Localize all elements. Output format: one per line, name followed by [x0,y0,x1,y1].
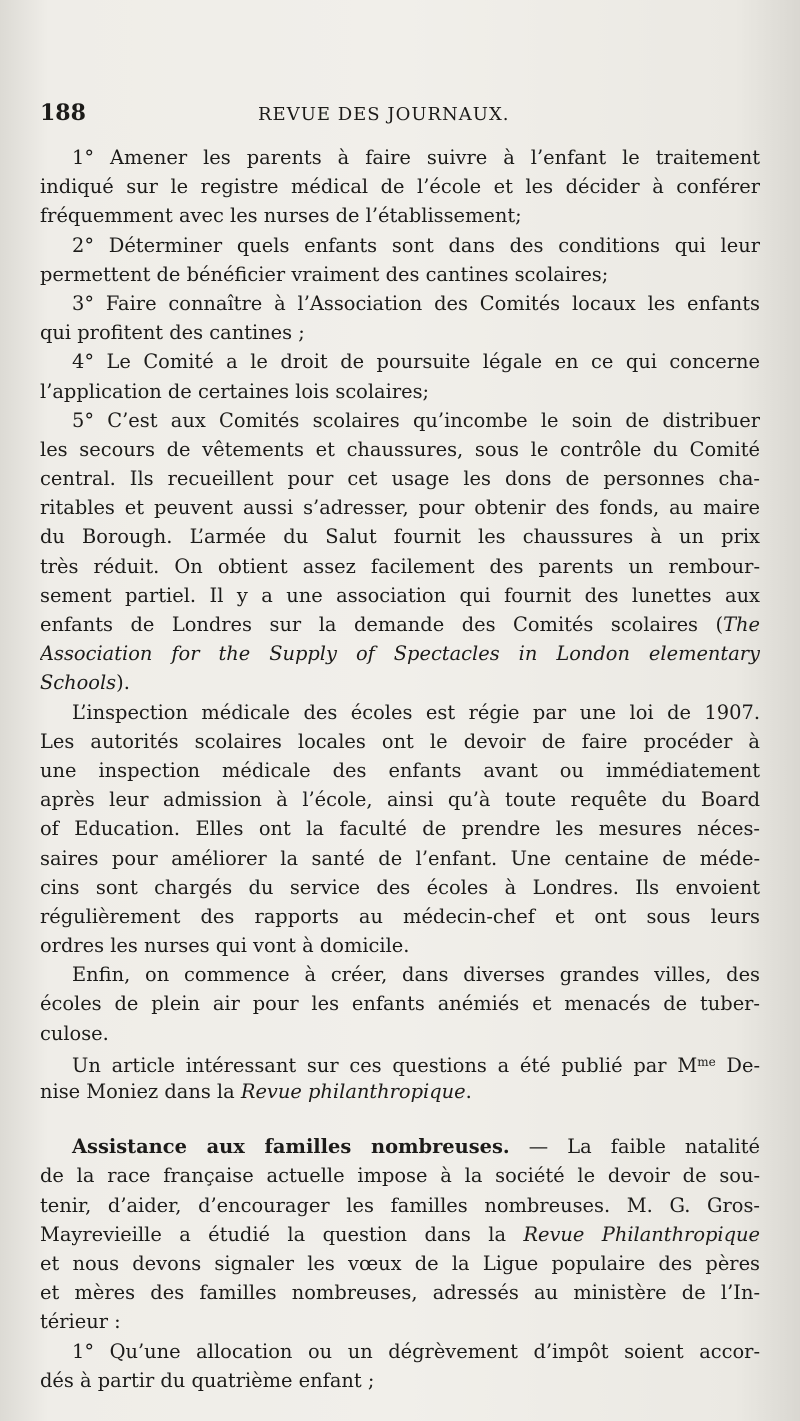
text-line: dés à partir du quatrième enfant ; [40,1368,375,1392]
text-line: 4° Le Comité a le droit de poursuite légale en ce qui concerne [72,350,760,374]
text-line: qui profitent des cantines ; [40,321,305,345]
section-gap [40,1106,760,1132]
superscript: me [697,1054,716,1069]
text-line: ritables et peuvent aussi s’adresser, pour obtenir des fonds, au maire [40,496,760,520]
italic-span: Revue Philanthropique [523,1222,760,1246]
text-line [40,610,760,639]
italic-span: Revue philanthropique [240,1080,466,1103]
text-line: 1° Amener les parents à faire suivre à l’enfant le traitement [72,146,760,169]
body-text [40,143,760,1395]
italic-span: The [723,613,760,636]
text-span: . [465,1080,472,1103]
text-line [40,639,760,668]
text-line: central. Ils recueillent pour cet usage les dons de personnes cha- [40,467,760,491]
text-line: sement partiel. Il y a une association qui fournit des lunettes aux [40,583,760,607]
text-span: De- [715,1053,760,1077]
text-span: ). [116,671,130,695]
text-line: du Borough. L’armée du Salut fournit les chaussures à un prix [40,525,760,549]
text-line: après leur admission à l’école, ainsi qu’à toute requête du Board [40,788,760,812]
text-line: tenir, d’aider, d’encourager les familles nombreuses. M. G. Gros- [40,1193,760,1217]
text-line: et nous devons signaler les vœux de la Ligue populaire des pères [40,1251,760,1275]
text-line: térieur : [40,1310,121,1334]
text-span: enfants de Londres sur la demande des Comités scolaires ( [40,613,724,636]
italic-span: Schools [40,671,117,695]
text-line: permettent de bénéficier vraiment des cantines scolaires; [40,262,609,286]
italic-span: Association for the Supply of Spectacles in London elementary [40,642,760,666]
text-line: 3° Faire connaître à l’Association des Comités locaux les enfants [72,291,760,315]
text-line: saires pour améliorer la santé de l’enfant. Une centaine de méde- [40,846,760,870]
text-line: of Education. Elles ont la faculté de prendre les mesures néces- [40,817,760,841]
text-line: écoles de plein air pour les enfants anémiés et menacés de tuber- [40,992,760,1016]
text-line: Les autorités scolaires locales ont le devoir de faire procéder à [40,729,760,753]
text-line [40,668,760,697]
text-line [40,1077,760,1106]
section-heading: Assistance aux familles nombreuses. [72,1135,510,1159]
text-line: L’inspection médicale des écoles est régie par une loi de 1907. [72,700,760,724]
text-line: fréquemment avec les nurses de l’établissement; [40,204,522,228]
text-line: ordres les nurses qui vont à domicile. [40,934,410,958]
text-line: les secours de vêtements et chaussures, sous le contrôle du Comité [40,437,760,461]
text-line: 2° Déterminer quels enfants sont dans des conditions qui leur [72,233,760,257]
text-line: une inspection médicale des enfants avant ou immédiatement [40,758,760,782]
text-line: de la race française actuelle impose à la société le devoir de sou- [40,1164,760,1188]
text-span: — La faible natalité [509,1135,760,1159]
running-title: REVUE DES JOURNAUX. [258,104,510,125]
text-line [40,1220,760,1249]
page-header [40,100,760,136]
text-line: régulièrement des rapports au médecin-chef et ont sous leurs [40,904,760,928]
text-span: Mayrevieille a étudié la question dans la [40,1222,524,1246]
text-line: Enfin, on commence à créer, dans diverses grandes villes, des [72,963,760,987]
text-line [40,1048,760,1077]
text-span: Un article intéressant sur ces questions a été publié par M [72,1053,698,1077]
text-line: culose. [40,1021,109,1045]
text-line: 5° C’est aux Comités scolaires qu’incombe le soin de distribuer [72,408,760,432]
text-line: et mères des familles nombreuses, adressés au ministère de l’In- [40,1281,760,1305]
text-line: cins sont chargés du service des écoles à Londres. Ils envoient [40,875,760,899]
text-span: nise Moniez dans la [40,1080,241,1103]
text-line: indiqué sur le registre médical de l’école et les décider à conférer [40,175,760,199]
text-line: l’application de certaines lois scolaires; [40,379,430,403]
text-line: 1° Qu’une allocation ou un dégrèvement d’impôt soient accor- [72,1339,760,1363]
text-line [40,1132,760,1161]
text-line: très réduit. On obtient assez facilement des parents un rembour- [40,554,760,578]
page-number: 188 [40,100,86,126]
